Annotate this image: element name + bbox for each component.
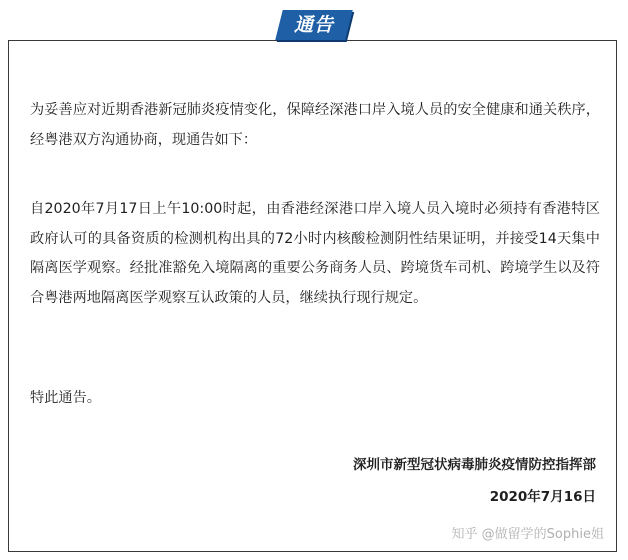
intro-paragraph: 为妥善应对近期香港新冠肺炎疫情变化，保障经深港口岸入境人员的安全健康和通关秩序，经粤港双方沟通协商，现通告如下： [30, 102, 600, 148]
signature-organization: 深圳市新型冠状病毒肺炎疫情防控指挥部 [353, 457, 596, 473]
watermark-text: 知乎 @做留学的Sophie姐 [451, 527, 604, 542]
signature-date: 2020年7月16日 [489, 489, 596, 505]
policy-paragraph: 自2020年7月17日上午10:00时起，由香港经深港口岸入境人员入境时必须持有香港特区政府认可的具备资质的检测机构出具的72小时内核酸检测阴性结果证明，并接受14天集中隔离医学观察。经批准豁免入境隔离的重要公务商务人员、跨境货车司机、跨境学生以及符合粤港两地隔离医学观察互认政策的人员，继续执行现行规定。 [30, 201, 600, 306]
notice-title: 通告 [293, 14, 334, 36]
closing-paragraph: 特此通告。 [30, 390, 101, 406]
